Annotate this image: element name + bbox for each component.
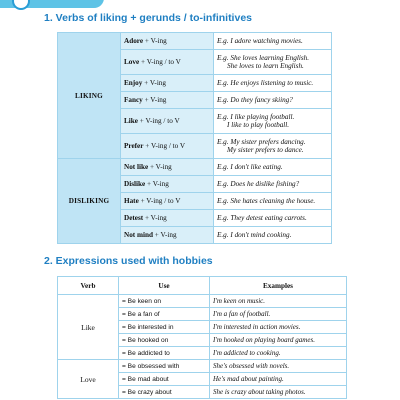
verb-love: Love	[58, 360, 119, 399]
example-cell: She's obsessed with novels.	[210, 360, 347, 373]
use-cell: = Be mad about	[119, 373, 210, 386]
verb-cell: Not like + V-ing	[121, 159, 214, 176]
verb-cell: Hate + V-ing / to V	[121, 193, 214, 210]
example-cell: She is crazy about taking photos.	[210, 386, 347, 399]
example-cell: E.g. Does he dislike fishing?	[214, 176, 332, 193]
verb-cell: Enjoy + V-ing	[121, 75, 214, 92]
column-header-examples: Examples	[210, 277, 347, 295]
use-cell: = Be hooked on	[119, 334, 210, 347]
example-cell: E.g. I adore watching movies.	[214, 33, 332, 50]
use-cell: = Be a fan of	[119, 308, 210, 321]
verb-cell: Dislike + V-ing	[121, 176, 214, 193]
disliking-category: DISLIKING	[58, 159, 121, 244]
use-cell: = Be crazy about	[119, 386, 210, 399]
column-header-use: Use	[119, 277, 210, 295]
example-cell: I'm addicted to cooking.	[210, 347, 347, 360]
example-cell: I'm a fan of football.	[210, 308, 347, 321]
example-cell: E.g. She loves learning English. She loves to learn English.	[214, 50, 332, 75]
verbs-of-liking-table	[57, 32, 332, 244]
verb-cell: Detest + V-ing	[121, 210, 214, 227]
use-cell: = Be obsessed with	[119, 360, 210, 373]
example-cell: E.g. I don't mind cooking.	[214, 227, 332, 244]
verb-cell: Adore + V-ing	[121, 33, 214, 50]
hobby-expressions-table	[57, 276, 347, 399]
section-1-title: 1. Verbs of liking + gerunds / to-infinitives	[44, 12, 252, 24]
use-cell: = Be addicted to	[119, 347, 210, 360]
use-cell: = Be interested in	[119, 321, 210, 334]
liking-category: LIKING	[58, 33, 121, 159]
column-header-verb: Verb	[58, 277, 119, 295]
verb-cell: Love + V-ing / to V	[121, 50, 214, 75]
example-cell: E.g. My sister prefers dancing. My sister prefers to dance.	[214, 134, 332, 159]
example-cell: E.g. They detest eating carrots.	[214, 210, 332, 227]
verb-cell: Fancy + V-ing	[121, 92, 214, 109]
example-cell: He's mad about painting.	[210, 373, 347, 386]
section-badge-icon	[12, 0, 30, 10]
verb-cell: Not mind + V-ing	[121, 227, 214, 244]
verb-cell: Prefer + V-ing / to V	[121, 134, 214, 159]
example-cell: E.g. I like playing football. I like to play football.	[214, 109, 332, 134]
example-cell: I'm hooked on playing board games.	[210, 334, 347, 347]
example-cell: I'm interested in action movies.	[210, 321, 347, 334]
example-cell: E.g. She hates cleaning the house.	[214, 193, 332, 210]
verb-cell: Like + V-ing / to V	[121, 109, 214, 134]
section-2-title: 2. Expressions used with hobbies	[44, 255, 213, 267]
use-cell: = Be keen on	[119, 295, 210, 308]
example-cell: E.g. He enjoys listening to music.	[214, 75, 332, 92]
example-cell: I'm keen on music.	[210, 295, 347, 308]
example-cell: E.g. Do they fancy skiing?	[214, 92, 332, 109]
verb-like: Like	[58, 295, 119, 360]
example-cell: E.g. I don't like eating.	[214, 159, 332, 176]
